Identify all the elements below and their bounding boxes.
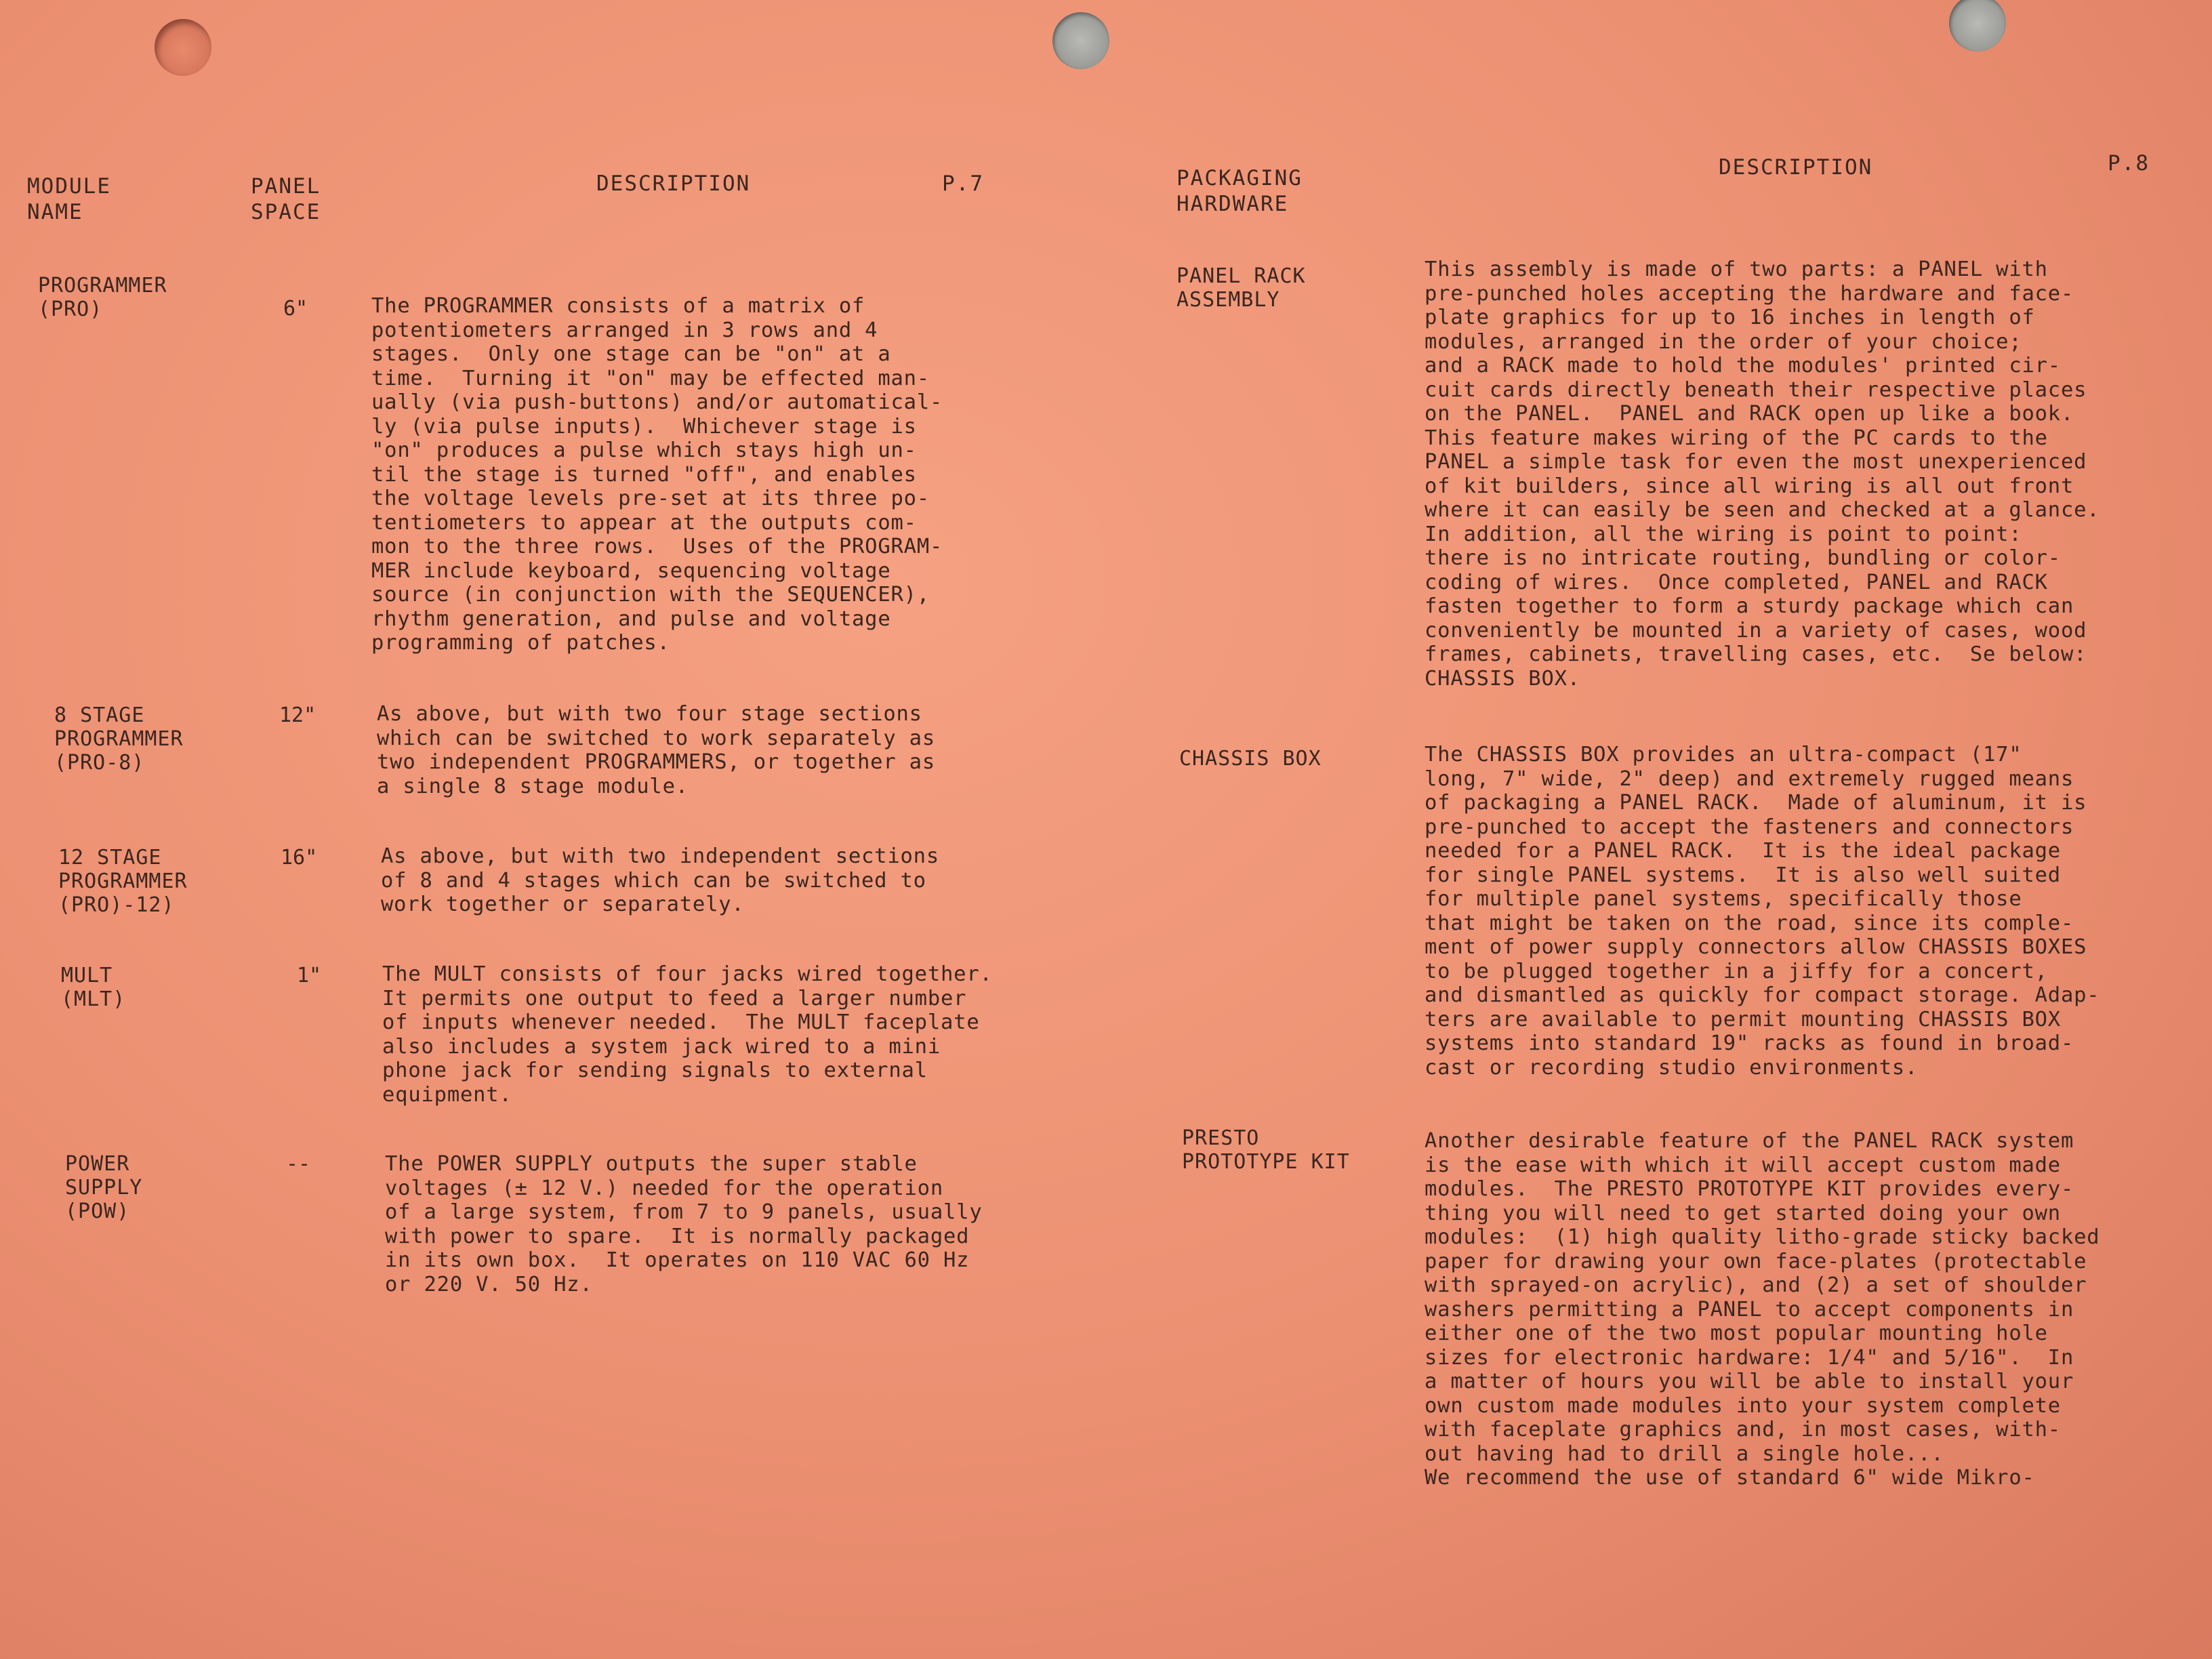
module-description: The POWER SUPPLY outputs the super stable voltages (± 12 V.) needed for the operation of a large system, from 7 to 9 panels, usually with power to spare. It is normally packaged in its own box. It operates on 110 VAC 60 Hz or 220 V. 50 Hz. <box>385 1152 983 1296</box>
module-name: POWER SUPPLY (POW) <box>65 1152 143 1223</box>
header-packaging-hardware: PACKAGING HARDWARE <box>1176 166 1303 216</box>
header-panel-space: PANEL SPACE <box>251 174 321 224</box>
module-name: 8 STAGE PROGRAMMER (PRO-8) <box>54 703 184 775</box>
panel-space-value: -- <box>286 1152 311 1176</box>
module-description: As above, but with two four stage sections which can be switched to work separately as two independent PROGRAMMERS, or together as a single 8 stage module. <box>377 702 935 798</box>
hardware-description: This assembly is made of two parts: a PANEL with pre-punched holes accepting the hardware and face- plate graphics for up to 16 inches in length of modules, arranged in the order of your choice; and a RACK made to hold the modules' printed cir- cuit cards directly beneath their respective places on the PANEL. PANEL and RACK open up like a book. This feature makes wiring of the PC cards to the PANEL a simple task for even the most unexperienced of kit builders, since all wiring is all out front where it can easily be seen and checked at a glance. In addition, all the wiring is point to point: there is no intricate routing, bundling or color- coding of wires. Once completed, PANEL and RACK fasten together to form a sturdy package which can conveniently be mounted in a variety of cases, wood frames, cabinets, travelling cases, etc. Se below: CHASSIS BOX. <box>1425 258 2100 691</box>
hardware-description: Another desirable feature of the PANEL RACK system is the ease with which it will accept custom made modules. The PRESTO PROTOTYPE KIT provides every- thing you will need to get started doing your own modules: (1) high quality litho-grade sticky backed paper for drawing your own face-plates (protectable with sprayed-on acrylic), and (2) a set of shoulder washers permitting a PANEL to accept components in either one of the two most popular mounting hole sizes for electronic hardware: 1/4" and 5/16". In a matter of hours you will be able to install your own custom made modules into your system complete with faceplate graphics and, in most cases, with- out having had to drill a single hole... We recommend the use of standard 6" wide Mikro- <box>1425 1129 2100 1490</box>
module-description: The MULT consists of four jacks wired together. It permits one output to feed a larger number of inputs whenever needed. The MULT faceplate also includes a system jack wired to a mini phone jack for sending signals to external equipment. <box>382 962 993 1107</box>
hardware-name: PRESTO PROTOTYPE KIT <box>1182 1126 1350 1174</box>
module-description: As above, but with two independent sections of 8 and 4 stages which can be switched to work together or separately. <box>381 844 939 916</box>
module-name: PROGRAMMER (PRO) <box>38 274 167 321</box>
page-8 <box>1106 0 2212 1659</box>
panel-space-value: 1" <box>297 964 322 987</box>
page-number: P.8 <box>2108 151 2150 176</box>
module-description: The PROGRAMMER consists of a matrix of potentiometers arranged in 3 rows and 4 stages. Only one stage can be "on" at a time. Turning it "on" may be effected man- ually (via push-buttons) and/or automatical- ly (via pulse inputs). Whichever stage is "on" produces a pulse which stays high un- til the stage is turned "off", and enables the voltage levels pre-set at its three po- tentiometers to appear at the outputs com- mon to the three rows. Uses of the PROGRAM- MER include keyboard, sequencing voltage source (in conjunction with the SEQUENCER), rhythm generation, and pulse and voltage programming of patches. <box>371 294 943 655</box>
panel-space-value: 6" <box>283 297 308 321</box>
panel-space-value: 12" <box>279 703 316 727</box>
header-description: DESCRIPTION <box>596 171 751 196</box>
header-description: DESCRIPTION <box>1719 155 1873 180</box>
hardware-name: CHASSIS BOX <box>1179 747 1322 771</box>
page-number: P.7 <box>942 171 984 196</box>
module-name: 12 STAGE PROGRAMMER (PRO)-12) <box>58 846 188 917</box>
hardware-name: PANEL RACK ASSEMBLY <box>1176 264 1306 312</box>
panel-space-value: 16" <box>281 846 318 869</box>
module-name: MULT (MLT) <box>61 964 126 1011</box>
hardware-description: The CHASSIS BOX provides an ultra-compact (17" long, 7" wide, 2" deep) and extremely rugged means of packaging a PANEL RACK. Made of aluminum, it is pre-punched to accept the fasteners and connectors needed for a PANEL RACK. It is the ideal package for single PANEL systems. It is also well suited for multiple panel systems, specifically those that might be taken on the road, since its comple- ment of power supply connectors allow CHASSIS BOXES to be plugged together in a jiffy for a concert, and dismantled as quickly for compact storage. Adap- ters are available to permit mounting CHASSIS BOX systems into standard 19" racks as found in broad- cast or recording studio environments. <box>1425 743 2100 1080</box>
header-module-name: MODULE NAME <box>27 174 111 224</box>
